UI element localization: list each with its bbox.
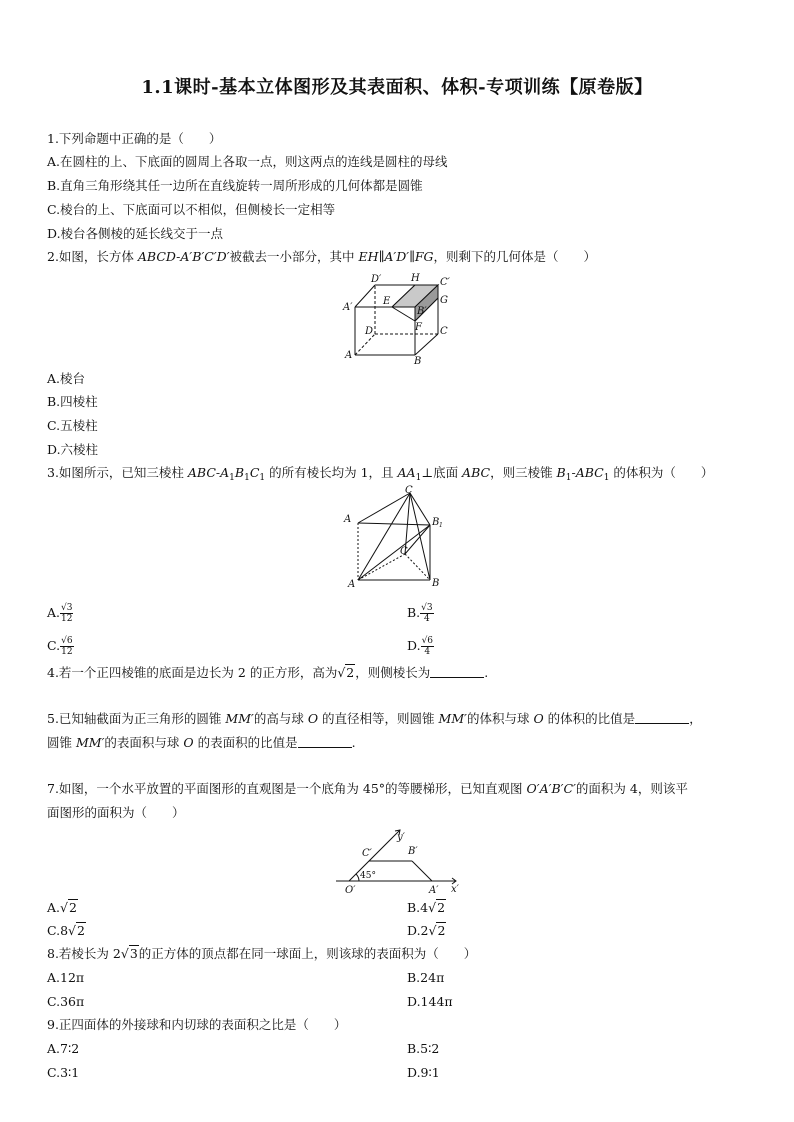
q3-prism-name: C — [249, 465, 260, 480]
sqrt-radicand: 3 — [129, 946, 138, 961]
q2-label-d: D — [365, 326, 374, 337]
q3-edge — [405, 525, 430, 554]
q3-option-c — [47, 636, 74, 657]
q9-stem: 9.正四面体的外接球和内切球的表面积之比是（ ） — [47, 1017, 347, 1032]
q3-stem-text: 的体积为（ ） — [609, 465, 714, 480]
q4-stem-text: . — [484, 665, 489, 680]
q3-label-b1: B — [432, 517, 440, 528]
q1-stem: 1.下列命题中正确的是（ ） — [47, 131, 222, 146]
q7-option-c — [47, 923, 86, 939]
q5-cone-name: MM′ — [438, 711, 467, 726]
sqrt-sign: √ — [120, 946, 129, 961]
q2-stem — [47, 249, 596, 265]
q3-option-b-fraction — [420, 603, 433, 624]
fraction-numerator: √6 — [421, 636, 434, 646]
q3-stem-text: 的所有棱长均为 1，且 — [265, 465, 398, 480]
q3-pyramid-name: -ABC — [571, 465, 604, 480]
q5-answer-blank-1 — [635, 712, 689, 724]
q3-label-b: B — [432, 578, 440, 589]
q3-option-a-fraction — [60, 603, 73, 624]
fraction-numerator: √3 — [421, 603, 433, 613]
q3-option-d-fraction — [421, 636, 434, 657]
q8-option-a: A.12π — [47, 970, 85, 985]
q1-option-c: C.棱台的上、下底面可以不相似，但侧棱长一定相等 — [47, 202, 336, 217]
q2-parallel-sign: ∥ — [409, 249, 415, 264]
q7-figure-name: O′A′B′C′ — [526, 781, 576, 796]
q3-edge — [358, 493, 410, 580]
q3-edge — [358, 493, 410, 523]
q3-option-a — [47, 603, 73, 624]
q5-text: . — [351, 735, 356, 750]
q2-segment-fg: FG — [414, 249, 434, 264]
q5-text: 的直径相等，则圆锥 — [318, 711, 439, 726]
q2-option-a: A.棱台 — [47, 371, 86, 386]
q3-subscript: 1 — [565, 473, 572, 483]
sqrt-sign: √ — [428, 923, 437, 938]
q3-subscript: 1 — [229, 473, 235, 483]
q7-option-b — [407, 900, 446, 916]
q3-edge-name: AA — [397, 465, 416, 480]
q2-option-d: D.六棱柱 — [47, 442, 99, 457]
q7-option-d — [407, 923, 446, 939]
q5-stem-line1 — [47, 711, 702, 727]
sqrt-radicand: 2 — [437, 923, 446, 938]
q9-option-b: B.5∶2 — [407, 1041, 440, 1056]
q5-cone-name: MM′ — [225, 711, 254, 726]
q5-sphere-name: O — [307, 711, 319, 726]
q7-option-a-sqrt — [60, 900, 78, 916]
q8-option-c: C.36π — [47, 994, 85, 1009]
q3-label-a: A — [348, 579, 356, 590]
fraction-denominator: 4 — [424, 614, 430, 624]
q3-option-d — [407, 636, 434, 657]
q7-label-o: O′ — [345, 885, 356, 894]
q3-option-a-letter: A. — [47, 605, 61, 620]
q3-subscript: 1 — [603, 473, 610, 483]
q2-hidden-edge — [355, 334, 375, 355]
q3-option-c-fraction — [60, 636, 73, 657]
q7-label-x: x′ — [451, 884, 459, 894]
q5-text: 的表面积的比值是 — [193, 735, 298, 750]
q7-edge-ba — [412, 861, 432, 881]
q9-option-c: C.3∶1 — [47, 1065, 80, 1080]
q2-label-c: C — [440, 326, 448, 337]
q2-segment-eh: EH — [358, 249, 379, 264]
q8-stem-text: 的正方体的顶点都在同一球面上，则该球的表面积为（ ） — [138, 946, 477, 961]
q9-option-a: A.7∶2 — [47, 1041, 80, 1056]
q8-option-d: D.144π — [407, 994, 453, 1009]
q2-label-b1: B′ — [417, 306, 427, 317]
q5-text: 的体积与球 — [466, 711, 534, 726]
q5-stem-line2 — [47, 735, 356, 751]
q5-cone-name: MM′ — [75, 735, 105, 750]
q5-text: 的高与球 — [253, 711, 308, 726]
q7-text: 的面积为 4，则该平 — [575, 781, 688, 796]
q7-label-c: C′ — [362, 848, 372, 859]
q3-stem-text: 3.如图所示，已知三棱柱 — [47, 465, 188, 480]
sqrt-radicand: 2 — [437, 900, 446, 915]
sqrt-sign: √ — [428, 900, 437, 915]
q3-edge — [358, 523, 430, 525]
q3-subscript: 1 — [415, 473, 422, 483]
q2-label-f: F — [415, 322, 422, 333]
sqrt-sign: √ — [60, 900, 68, 915]
sqrt-sign: √ — [68, 923, 77, 938]
q7-label-b: B′ — [408, 846, 418, 857]
q7-option-b-sqrt — [428, 900, 446, 916]
q7-option-b-letter: B.4 — [407, 900, 429, 915]
q7-option-c-letter: C.8 — [47, 923, 69, 938]
q3-subscript: 1 — [244, 473, 250, 483]
q7-label-angle: 45° — [360, 871, 376, 881]
q8-stem-text: 8.若棱长为 2 — [47, 946, 121, 961]
q3-prism-name: B — [234, 465, 245, 480]
q3-figure — [340, 484, 455, 592]
q7-figure — [332, 826, 462, 894]
q2-segment-ad: A′D′ — [384, 249, 410, 264]
q3-option-b-letter: B. — [407, 605, 421, 620]
q8-stem — [47, 946, 476, 962]
q7-option-a-letter: A. — [47, 900, 61, 915]
fraction-denominator: 12 — [61, 614, 73, 624]
q4-sqrt — [337, 665, 355, 681]
q3-label-c: C — [400, 546, 408, 557]
q3-label-b1-sub: 1 — [439, 522, 443, 529]
q3-option-c-letter: C. — [47, 638, 61, 653]
q3-subscript: 1 — [259, 473, 266, 483]
q2-cut-edge — [392, 307, 415, 321]
q7-option-d-sqrt — [429, 923, 447, 939]
page-title: 1.1课时-基本立体图形及其表面积、体积-专项训练【原卷版】 — [141, 77, 653, 98]
q3-hidden-edge — [405, 554, 430, 580]
q7-stem-line2: 面图形的面积为（ ） — [47, 805, 185, 820]
q3-edge — [405, 493, 410, 554]
fraction-denominator: 12 — [61, 647, 73, 657]
q5-text: ， — [689, 711, 702, 726]
q5-text: 圆锥 — [47, 735, 76, 750]
q2-figure — [335, 270, 460, 370]
q9-option-d: D.9∶1 — [407, 1065, 440, 1080]
q2-label-a: A — [345, 350, 353, 361]
q3-base-name: ABC — [462, 465, 491, 480]
q2-label-h: H — [411, 273, 420, 284]
sqrt-radicand: 2 — [346, 665, 355, 680]
fraction-numerator: √3 — [61, 603, 73, 613]
q2-solid-name: ABCD-A′B′C′D′ — [137, 249, 230, 264]
q2-option-c: C.五棱柱 — [47, 418, 98, 433]
q5-sphere-name: O — [533, 711, 544, 726]
q3-prism-name: ABC-A — [187, 465, 230, 480]
q2-label-d1: D′ — [371, 274, 382, 285]
q3-option-b — [407, 603, 434, 624]
q2-label-a1: A′ — [343, 302, 353, 313]
sqrt-sign: √ — [337, 665, 346, 680]
q3-stem — [47, 465, 713, 486]
q5-sphere-name: O — [183, 735, 194, 750]
q2-edge — [415, 334, 438, 355]
q7-stem-line1 — [47, 781, 688, 797]
q7-text: 7.如图，一个水平放置的平面图形的直观图是一个底角为 45°的等腰梯形，已知直观图 — [47, 781, 527, 796]
q8-sqrt — [121, 946, 139, 962]
q7-option-a — [47, 900, 78, 916]
q4-stem-text: 4.若一个正四棱锥的底面是边长为 2 的正方形，高为 — [47, 665, 338, 680]
q2-label-e: E — [383, 296, 391, 307]
q2-label-g: G — [440, 295, 448, 306]
q7-option-c-sqrt — [68, 923, 86, 939]
q5-text: 的体积的比值是 — [543, 711, 636, 726]
q2-stem-text: 被截去一小部分，其中 — [229, 249, 359, 264]
q4-stem-text: ，则侧棱长为 — [355, 665, 431, 680]
q2-stem-text: ，则剩下的几何体是（ ） — [433, 249, 597, 264]
q2-edge — [355, 285, 375, 307]
q3-edge — [358, 525, 430, 580]
q1-option-b: B.直角三角形绕其任一边所在直线旋转一周所形成的几何体都是圆锥 — [47, 178, 423, 193]
q3-stem-text: ，则三棱锥 — [490, 465, 557, 480]
q7-angle-arc — [356, 874, 359, 881]
q1-option-a: A.在圆柱的上、下底面的圆周上各取一点，则这两点的连线是圆柱的母线 — [47, 154, 448, 169]
q5-text: 5.已知轴截面为正三角形的圆锥 — [47, 711, 226, 726]
q3-pyramid-name: B — [556, 465, 566, 480]
sqrt-radicand: 2 — [77, 923, 85, 938]
sqrt-radicand: 2 — [68, 900, 77, 915]
q7-option-d-letter: D.2 — [407, 923, 429, 938]
q7-label-a: A′ — [429, 885, 439, 894]
q5-answer-blank-2 — [298, 736, 352, 748]
q3-stem-text: ⊥底面 — [421, 465, 463, 480]
fraction-numerator: √6 — [61, 636, 73, 646]
q2-label-c1: C′ — [440, 277, 450, 288]
q3-label-a1: A — [344, 514, 352, 525]
q3-hidden-edge — [358, 554, 405, 580]
q2-label-b: B — [414, 356, 422, 367]
q4-answer-blank — [430, 666, 484, 678]
q3-label-c1: C — [405, 485, 413, 496]
q4-stem — [47, 665, 488, 681]
fraction-denominator: 4 — [424, 647, 431, 657]
q3-edge — [410, 493, 430, 525]
q2-stem-text: 2.如图，长方体 — [47, 249, 138, 264]
q2-parallel-sign: ∥ — [378, 249, 385, 264]
q5-text: 的表面积与球 — [104, 735, 184, 750]
q1-option-d: D.棱台各侧棱的延长线交于一点 — [47, 226, 224, 241]
q2-option-b: B.四棱柱 — [47, 394, 98, 409]
q7-label-y: y′ — [397, 832, 405, 843]
q3-option-d-letter: D. — [407, 638, 421, 653]
q8-option-b: B.24π — [407, 970, 445, 985]
